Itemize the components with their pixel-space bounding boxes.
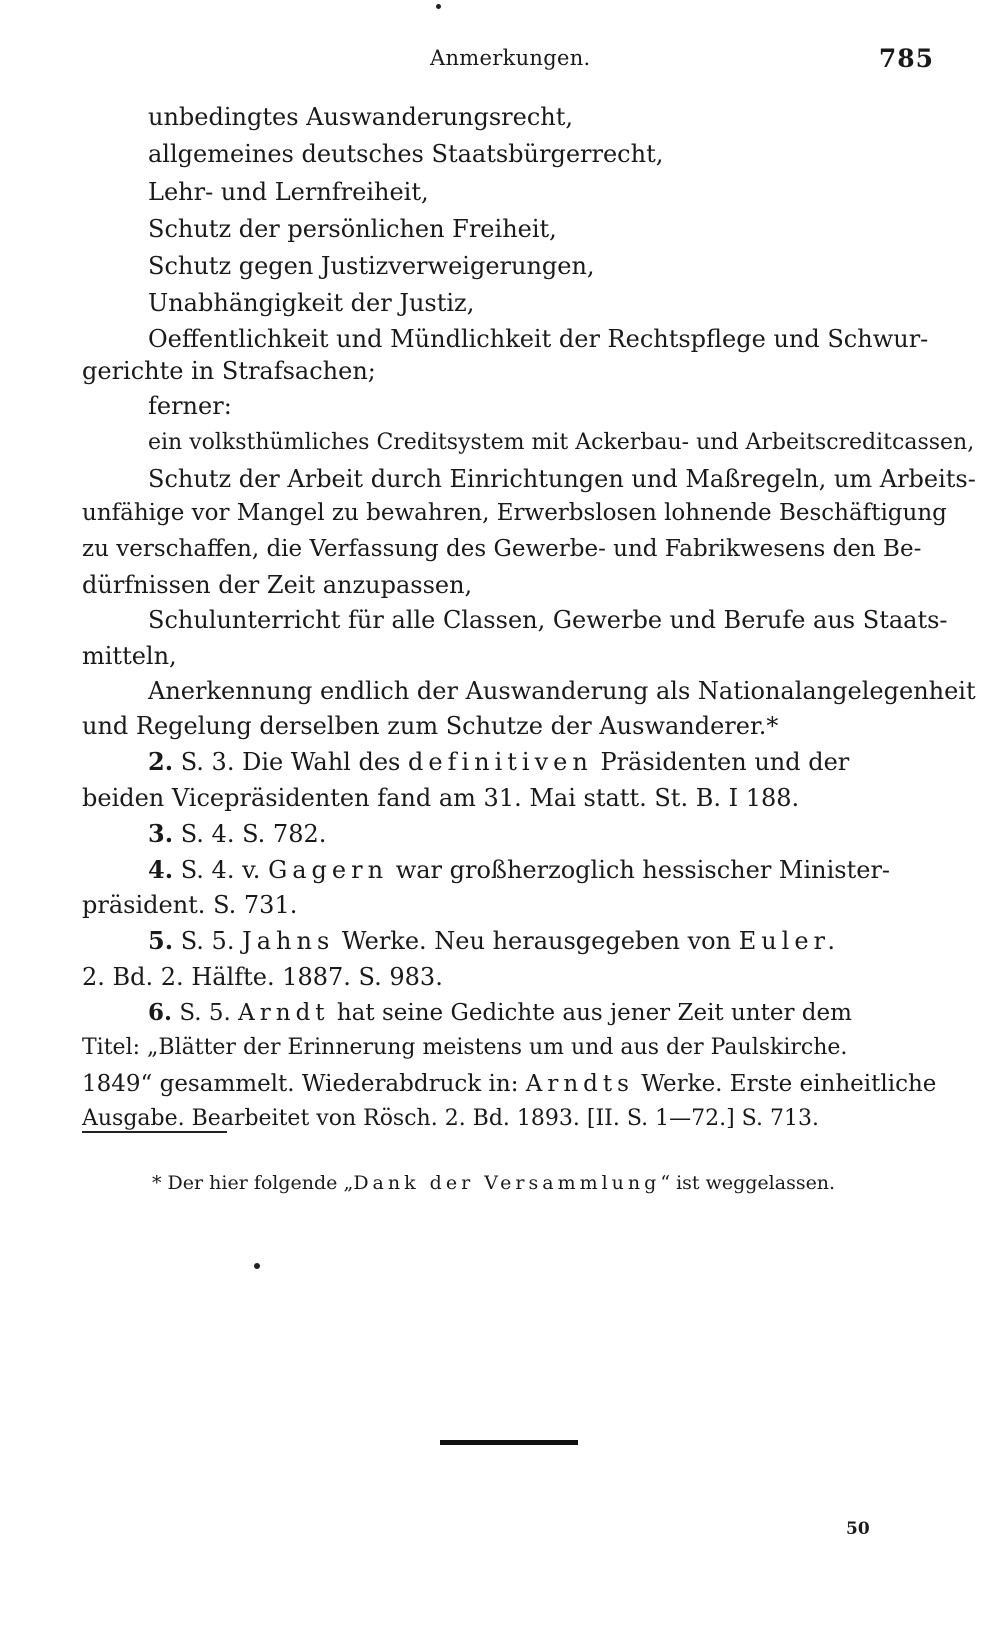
note-6-line-2: Titel: „Blätter der Erinnerung meistens um und aus der Paulskirche. bbox=[82, 1035, 848, 1060]
list-line: ferner: bbox=[148, 392, 232, 420]
footnote-rule bbox=[82, 1131, 227, 1133]
running-head-title: Anmerkungen. bbox=[430, 46, 591, 70]
list-line: ein volksthümliches Creditsystem mit Ackerbau- und Arbeitscreditcassen, bbox=[148, 430, 975, 455]
list-line: Schutz der Arbeit durch Einrichtungen und Maßregeln, um Arbeits- bbox=[148, 465, 976, 493]
spaced-emphasis: definitiven bbox=[408, 748, 593, 776]
list-line: Unabhängigkeit der Justiz, bbox=[148, 289, 475, 317]
note-number: 2. bbox=[148, 747, 174, 776]
list-line: dürfnissen der Zeit anzupassen, bbox=[82, 571, 473, 599]
list-line: und Regelung derselben zum Schutze der Auswanderer.* bbox=[82, 712, 779, 740]
list-line: Schutz gegen Justizverweigerungen, bbox=[148, 252, 595, 280]
note-number: 3. bbox=[148, 819, 174, 848]
list-line: allgemeines deutsches Staatsbürgerrecht, bbox=[148, 140, 664, 168]
list-line: mitteln, bbox=[82, 642, 177, 670]
note-3-line-1: 3. S. 4. S. 782. bbox=[148, 819, 327, 848]
note-2-line-2: beiden Vicepräsidenten fand am 31. Mai statt. St. B. I 188. bbox=[82, 784, 800, 812]
list-line: zu verschaffen, die Verfassung des Gewerbe- und Fabrikwesens den Be- bbox=[82, 536, 922, 562]
note-6-line-1: 6. S. 5. Arndt hat seine Gedichte aus jener Zeit unter dem bbox=[148, 999, 852, 1026]
list-line: unfähige vor Mangel zu bewahren, Erwerbslosen lohnende Beschäftigung bbox=[82, 500, 947, 526]
note-5-line-1: 5. S. 5. Jahns Werke. Neu herausgegeben von Euler. bbox=[148, 926, 841, 955]
print-speck bbox=[254, 1263, 260, 1269]
note-4-line-1: 4. S. 4. v. Gagern war großherzoglich hessischer Minister- bbox=[148, 855, 891, 884]
list-line: Schutz der persönlichen Freiheit, bbox=[148, 215, 557, 243]
note-6-line-3: 1849“ gesammelt. Wiederabdruck in: Arndts Werke. Erste einheitliche bbox=[82, 1071, 937, 1097]
list-line: Lehr- und Lernfreiheit, bbox=[148, 178, 429, 206]
note-2-line-1: 2. S. 3. Die Wahl des definitiven Präsidenten und der bbox=[148, 747, 850, 776]
list-line: unbedingtes Auswanderungsrecht, bbox=[148, 103, 574, 131]
note-number: 5. bbox=[148, 926, 174, 955]
spaced-emphasis: Arndt bbox=[238, 1000, 330, 1026]
spaced-emphasis: Jahns bbox=[242, 927, 335, 955]
end-rule bbox=[440, 1440, 578, 1445]
print-speck bbox=[436, 4, 441, 9]
footnote: * Der hier folgende „Dank der Versammlung“ ist weggelassen. bbox=[152, 1172, 836, 1194]
spaced-emphasis: Euler. bbox=[738, 927, 841, 955]
note-5-line-2: 2. Bd. 2. Hälfte. 1887. S. 983. bbox=[82, 963, 443, 991]
list-line: Schulunterricht für alle Classen, Gewerbe und Berufe aus Staats- bbox=[148, 606, 948, 634]
list-line: gerichte in Strafsachen; bbox=[82, 357, 376, 385]
signature-mark: 50 bbox=[846, 1519, 870, 1539]
note-number: 6. bbox=[148, 999, 173, 1026]
running-header bbox=[430, 44, 942, 78]
spaced-emphasis: Dank der Versammlung bbox=[353, 1172, 661, 1194]
note-number: 4. bbox=[148, 855, 174, 884]
spaced-emphasis: Gagern bbox=[268, 856, 389, 884]
page-number: 785 bbox=[878, 44, 934, 73]
note-4-line-2: präsident. S. 731. bbox=[82, 891, 298, 919]
list-line: Oeffentlichkeit und Mündlichkeit der Rechtspflege und Schwur- bbox=[148, 325, 929, 353]
note-6-line-4: Ausgabe. Bearbeitet von Rösch. 2. Bd. 1893. [II. S. 1—72.] S. 713. bbox=[82, 1106, 819, 1131]
list-line: Anerkennung endlich der Auswanderung als Nationalangelegenheit bbox=[148, 677, 976, 705]
spaced-emphasis: Arndts bbox=[525, 1071, 634, 1097]
